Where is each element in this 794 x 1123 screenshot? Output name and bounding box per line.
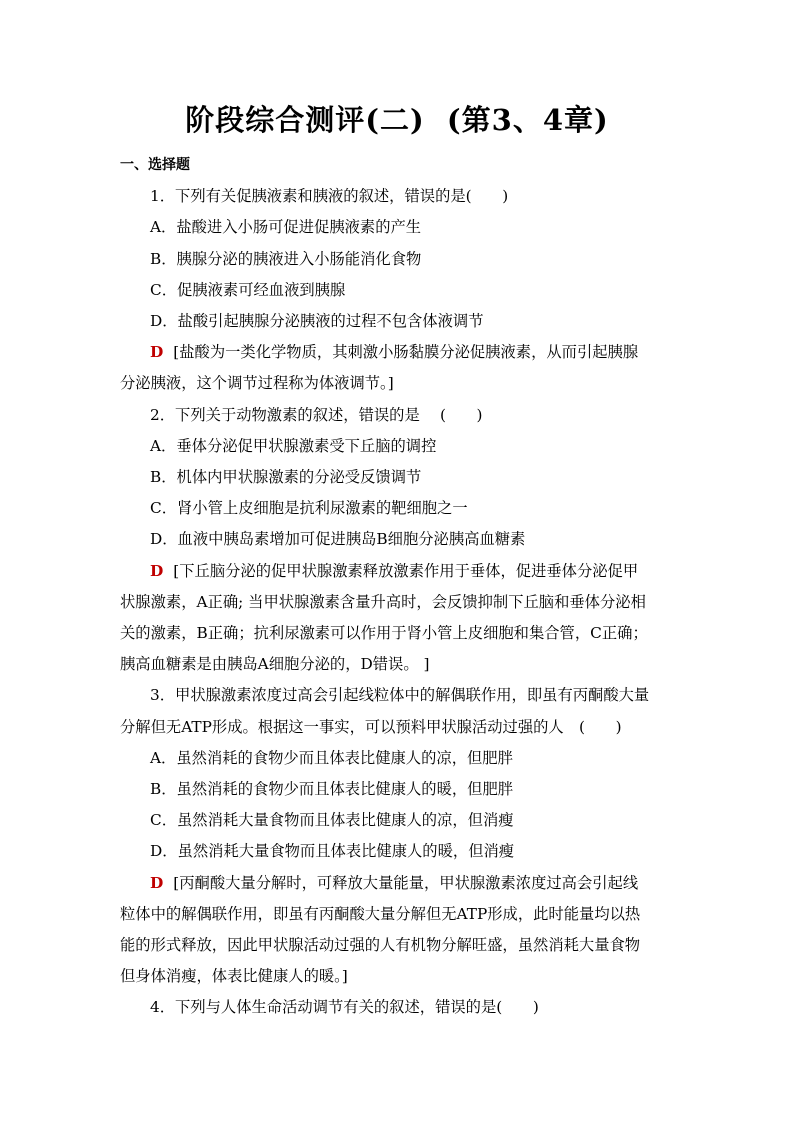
- question-3-explanation-line-1: [丙酮酸大量分解时，可释放大量能量，甲状腺激素浓度过高会引起线: [173, 873, 639, 892]
- question-3-stem-line-1: 3．甲状腺激素浓度过高会引起线粒体中的解偶联作用，即虽有丙酮酸大量: [150, 686, 650, 705]
- question-1-explanation-line-1: [盐酸为一类化学物质，其刺激小肠黏膜分泌促胰液素，从而引起胰腺: [173, 343, 639, 362]
- question-3-answer: D: [150, 873, 164, 892]
- question-2-explanation-line-1: [下丘脑分泌的促甲状腺激素释放激素作用于垂体，促进垂体分泌促甲: [173, 561, 639, 580]
- question-1-option-a: A．盐酸进入小肠可促进促胰液素的产生: [150, 218, 422, 237]
- question-3-explanation-line-2: 粒体中的解偶联作用，即虽有丙酮酸大量分解但无ATP形成，此时能量均以热: [120, 904, 641, 923]
- question-1-explanation: [120, 337, 680, 368]
- question-2-explanation-line-4: 胰高血糖素是由胰岛A细胞分泌的，D错误。 ]: [120, 655, 430, 674]
- question-4-stem: 4．下列与人体生命活动调节有关的叙述，错误的是( ): [150, 998, 539, 1017]
- question-2-option-a: A．垂体分泌促甲状腺激素受下丘脑的调控: [150, 436, 437, 455]
- section-heading: 一、选择题: [120, 157, 190, 173]
- question-2-option-b: B．机体内甲状腺激素的分泌受反馈调节: [150, 468, 422, 487]
- question-2-option-d: D．血液中胰岛素增加可促进胰岛B细胞分泌胰高血糖素: [150, 530, 526, 549]
- question-3-explanation: [120, 868, 680, 899]
- question-1-option-b: B．胰腺分泌的胰液进入小肠能消化食物: [150, 249, 422, 268]
- question-3-option-b: B．虽然消耗的食物少而且体表比健康人的暖，但肥胖: [150, 780, 514, 799]
- question-3-option-a: A．虽然消耗的食物少而且体表比健康人的凉，但肥胖: [150, 748, 513, 767]
- question-3-option-c: C．虽然消耗大量食物而且体表比健康人的凉，但消瘦: [150, 811, 514, 830]
- document-body: [120, 150, 680, 1024]
- question-2-explanation: [120, 556, 680, 587]
- question-2-explanation-line-3: 关的激素，B正确；抗利尿激素可以作用于肾小管上皮细胞和集合管，C正确；: [120, 624, 648, 643]
- question-2-stem: 2．下列关于动物激素的叙述，错误的是 ( ): [150, 405, 483, 424]
- question-1-explanation-line-2: 分泌胰液，这个调节过程称为体液调节。]: [120, 374, 394, 393]
- question-1-option-c: C．促胰液素可经血液到胰腺: [150, 280, 346, 299]
- page-title: 阶段综合测评(二) (第3、4章): [185, 103, 609, 137]
- question-2-explanation-line-2: 状腺激素，A正确; 当甲状腺激素含量升高时，会反馈抑制下丘脑和垂体分泌相: [120, 592, 646, 611]
- question-3-option-d: D．虽然消耗大量食物而且体表比健康人的暖，但消瘦: [150, 842, 515, 861]
- question-1-option-d: D．盐酸引起胰腺分泌胰液的过程不包含体液调节: [150, 312, 484, 331]
- question-2-option-c: C．肾小管上皮细胞是抗利尿激素的靶细胞之一: [150, 499, 468, 518]
- question-3-explanation-line-3: 能的形式释放，因此甲状腺活动过强的人有机物分解旺盛，虽然消耗大量食物: [120, 936, 641, 955]
- question-3-stem-line-2: 分解但无ATP形成。根据这一事实，可以预料甲状腺活动过强的人 ( ): [120, 717, 622, 736]
- question-3-explanation-line-4: 但身体消瘦，体表比健康人的暖。]: [120, 967, 348, 986]
- question-2-answer: D: [150, 561, 164, 580]
- question-1-stem: 1．下列有关促胰液素和胰液的叙述，错误的是( ): [150, 187, 509, 206]
- question-1-answer: D: [150, 343, 164, 362]
